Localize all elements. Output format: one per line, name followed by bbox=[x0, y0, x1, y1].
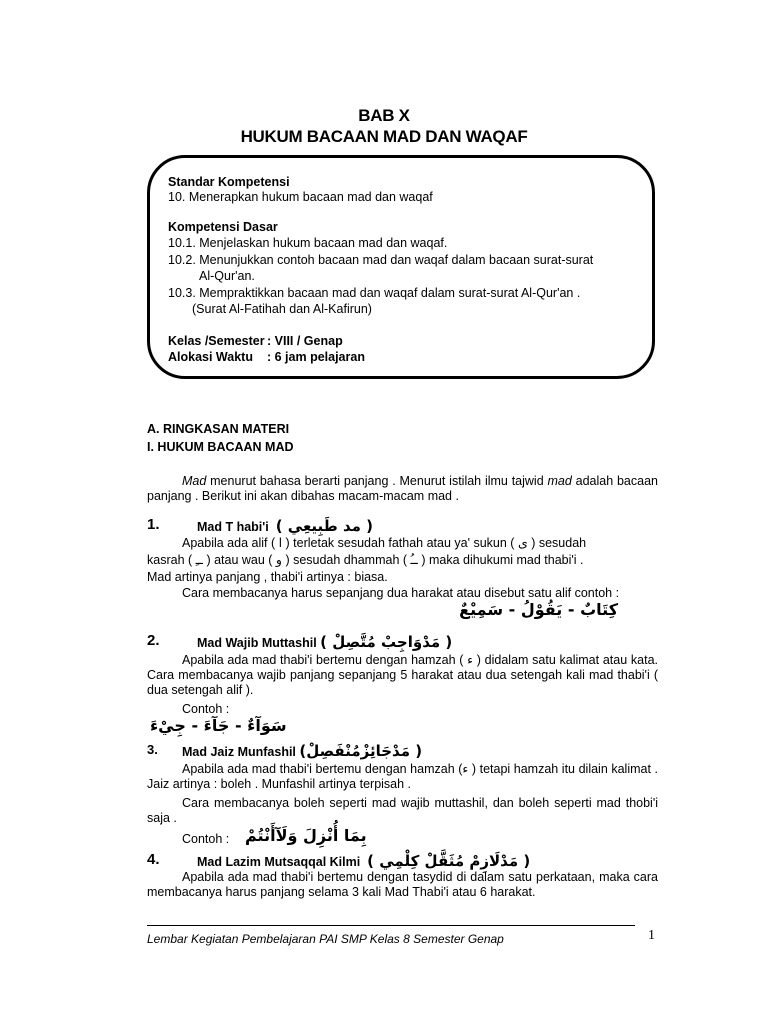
mad2-paragraph: Apabila ada mad thabi'i bertemu dengan hamzah ( ء ) didalam satu kalimat atau kata. Cara membacanya wajib panjang sepanjang 5 harakat atau dua setengah kali mad thabi'i ( dua setengah alif ). bbox=[147, 653, 658, 697]
footer-text: Lembar Kegiatan Pembelajaran PAI SMP Kelas 8 Semester Genap bbox=[147, 932, 504, 946]
mad1-number: 1. bbox=[147, 516, 160, 533]
mad2-example: سَوَآءٌ - جَآءَ - جِيْءَ bbox=[150, 716, 287, 735]
mad3-paragraph-2: Cara membacanya boleh seperti mad wajib muttashil, dan boleh seperti mad thobi'i saja . bbox=[147, 796, 658, 825]
section-a-heading: A. RINGKASAN MATERI bbox=[147, 422, 290, 436]
section-i-heading: I. HUKUM BACAAN MAD bbox=[147, 440, 294, 454]
mad3-number: 3. bbox=[147, 742, 158, 757]
chapter-title: HUKUM BACAAN MAD DAN WAQAF bbox=[240, 127, 528, 146]
mad4-number: 4. bbox=[147, 851, 160, 868]
waktu-label: Alokasi Waktu bbox=[168, 350, 253, 364]
page-number: 1 bbox=[648, 928, 655, 943]
mad1-example: كِتَابٌ - يَقُوْلُ - سَمِيْعٌ bbox=[459, 600, 618, 619]
mad4-paragraph: Apabila ada mad thabi'i bertemu dengan tasydid di dalam satu perkataan, maka cara membacanya harus panjang selama 3 kali Mad Thabi'i atau 6 harakat. bbox=[147, 870, 658, 899]
kd-item-2: 10.2. Menunjukkan contoh bacaan mad dan waqaf dalam bacaan surat-surat bbox=[168, 253, 594, 267]
mad1-para-2: Cara membacanya harus sepanjang dua harakat atau disebut satu alif contoh : bbox=[182, 586, 620, 600]
kd-item-2-cont: Al-Qur'an. bbox=[199, 269, 255, 283]
chapter-number: BAB X bbox=[358, 106, 410, 125]
mad4-heading: Mad Lazim Mutsaqqal Kilmi ( مَدْلَازِمْ مُثَقَّلْ كِلْمِي ) bbox=[197, 852, 531, 870]
mad2-number: 2. bbox=[147, 632, 160, 649]
kd-item-1: 10.1. Menjelaskan hukum bacaan mad dan waqaf. bbox=[168, 236, 448, 250]
kd-item-3: 10.3. Mempraktikkan bacaan mad dan waqaf dalam surat-surat Al-Qur'an . bbox=[168, 286, 581, 300]
kelas-label: Kelas /Semester bbox=[168, 334, 265, 348]
mad3-paragraph-1: Apabila ada mad thabi'i bertemu dengan hamzah (ء ) tetapi hamzah itu dilain kalimat . Jaiz artinya : boleh . Munfashil artinya terpisah . bbox=[147, 762, 658, 791]
waktu-value: : 6 jam pelajaran bbox=[267, 350, 365, 364]
mad3-heading: Mad Jaiz Munfashil ( مَدْجَائِزْمُنْفَصِلْ) bbox=[182, 742, 423, 760]
mad3-contoh: Contoh : bbox=[182, 832, 230, 846]
kd-label: Kompetensi Dasar bbox=[168, 220, 278, 234]
sk-item: 10. Menerapkan hukum bacaan mad dan waqaf bbox=[168, 190, 433, 204]
mad2-heading: Mad Wajib Muttashil ( مَدْوَاجِبْ مُتَّصِلْ ) bbox=[197, 633, 453, 651]
intro-paragraph: Mad menurut bahasa berarti panjang . Menurut istilah ilmu tajwid mad adalah bacaan panjang . Berikut ini akan dibahas macam-macam mad . bbox=[147, 474, 658, 503]
kd-item-3-cont: (Surat Al-Fatihah dan Al-Kafirun) bbox=[192, 302, 372, 316]
mad1-heading: Mad T habi'i ( مد طَبِيعِي ) bbox=[197, 517, 374, 535]
footer-rule bbox=[147, 925, 635, 926]
mad2-contoh: Contoh : bbox=[182, 702, 230, 716]
mad1-para-l2: kasrah ( ــِ ) atau wau ( و ) sesudah dhammah ( ــُ ) maka dihukumi mad thabi'i . bbox=[147, 553, 584, 567]
mad1-para-l3: Mad artinya panjang , thabi'i artinya : biasa. bbox=[147, 570, 388, 584]
mad1-para-l1: Apabila ada alif ( ا ) terletak sesudah fathah atau ya' sukun ( ى ) sesudah bbox=[182, 536, 587, 550]
kelas-value: : VIII / Genap bbox=[267, 334, 343, 348]
mad3-example: بِمَا أُنْزِلَ وَلَآأَنْتُمْ bbox=[245, 826, 367, 845]
sk-label: Standar Kompetensi bbox=[168, 175, 290, 189]
